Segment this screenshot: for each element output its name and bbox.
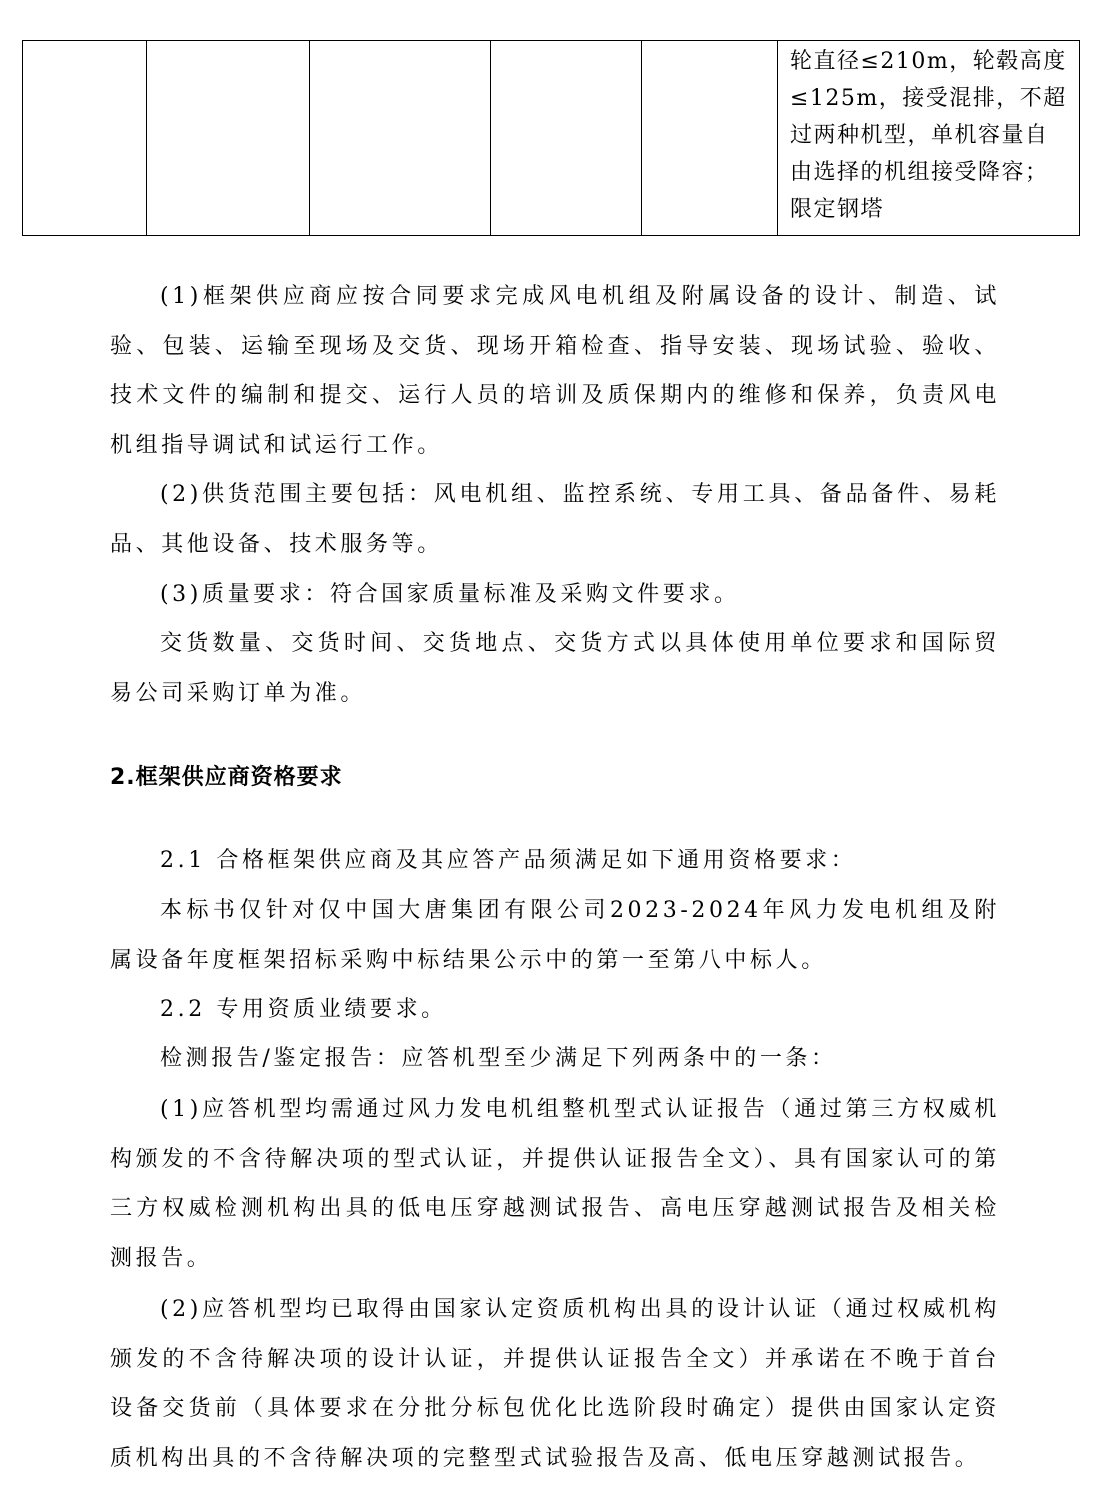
paragraph-quality: (3)质量要求：符合国家质量标准及采购文件要求。	[160, 582, 740, 607]
table-cell	[147, 41, 310, 236]
paragraph-2-1: 2.1 合格框架供应商及其应答产品须满足如下通用资格要求：	[160, 848, 857, 873]
paragraph-eligible-bidders: 本标书仅针对仅中国大唐集团有限公司2023-2024年风力发电机组及附属设备年度框架招标采购中标结果公示中的第一至第八中标人。	[110, 898, 1000, 973]
paragraph-supply-scope: (2)供货范围主要包括：风电机组、监控系统、专用工具、备品备件、易耗品、其他设备、技术服务等。	[110, 482, 1000, 557]
table-cell-requirements	[778, 41, 1080, 236]
paragraph-condition-2: (2)应答机型均已取得由国家认定资质机构出具的设计认证（通过权威机构颁发的不含待解决项的设计认证，并提供认证报告全文）并承诺在不晚于首台设备交货前（具体要求在分批分标包优化比选阶段时确定）提供由国家认定资质机构出具的不含待解决项的完整型式试验报告及高、低电压穿越测试报告。	[110, 1297, 1000, 1471]
table-cell	[310, 41, 491, 236]
table-cell	[491, 41, 642, 236]
table-cell	[642, 41, 778, 236]
paragraph-test-reports: 检测报告/鉴定报告：应答机型至少满足下列两条中的一条：	[160, 1046, 837, 1071]
table-row	[23, 41, 1080, 236]
cell-line: 轮直径≤210m，轮毂高度	[790, 49, 1067, 74]
paragraph-2-2: 2.2 专用资质业绩要求。	[160, 997, 447, 1022]
spec-table	[22, 40, 1080, 236]
table-cell	[23, 41, 147, 236]
paragraph-scope-of-work: (1)框架供应商应按合同要求完成风电机组及附属设备的设计、制造、试验、包装、运输至现场及交货、现场开箱检查、指导安装、现场试验、验收、技术文件的编制和提交、运行人员的培训及质保期内的维修和保养，负责风电机组指导调试和试运行工作。	[110, 284, 1000, 458]
section-heading: 2.框架供应商资格要求	[110, 765, 343, 790]
paragraph-condition-1: (1)应答机型均需通过风力发电机组整机型式认证报告（通过第三方权威机构颁发的不含待解决项的型式认证，并提供认证报告全文）、具有国家认可的第三方权威检测机构出具的低电压穿越测试报告、高电压穿越测试报告及相关检测报告。	[110, 1097, 1000, 1271]
cell-line: 由选择的机组接受降容；	[790, 160, 1049, 185]
paragraph-delivery: 交货数量、交货时间、交货地点、交货方式以具体使用单位要求和国际贸易公司采购订单为准。	[110, 631, 1000, 706]
cell-line: 限定钢塔	[790, 197, 885, 222]
cell-line: 过两种机型，单机容量自	[790, 123, 1049, 148]
cell-line: ≤125m，接受混排，不超	[790, 86, 1067, 111]
